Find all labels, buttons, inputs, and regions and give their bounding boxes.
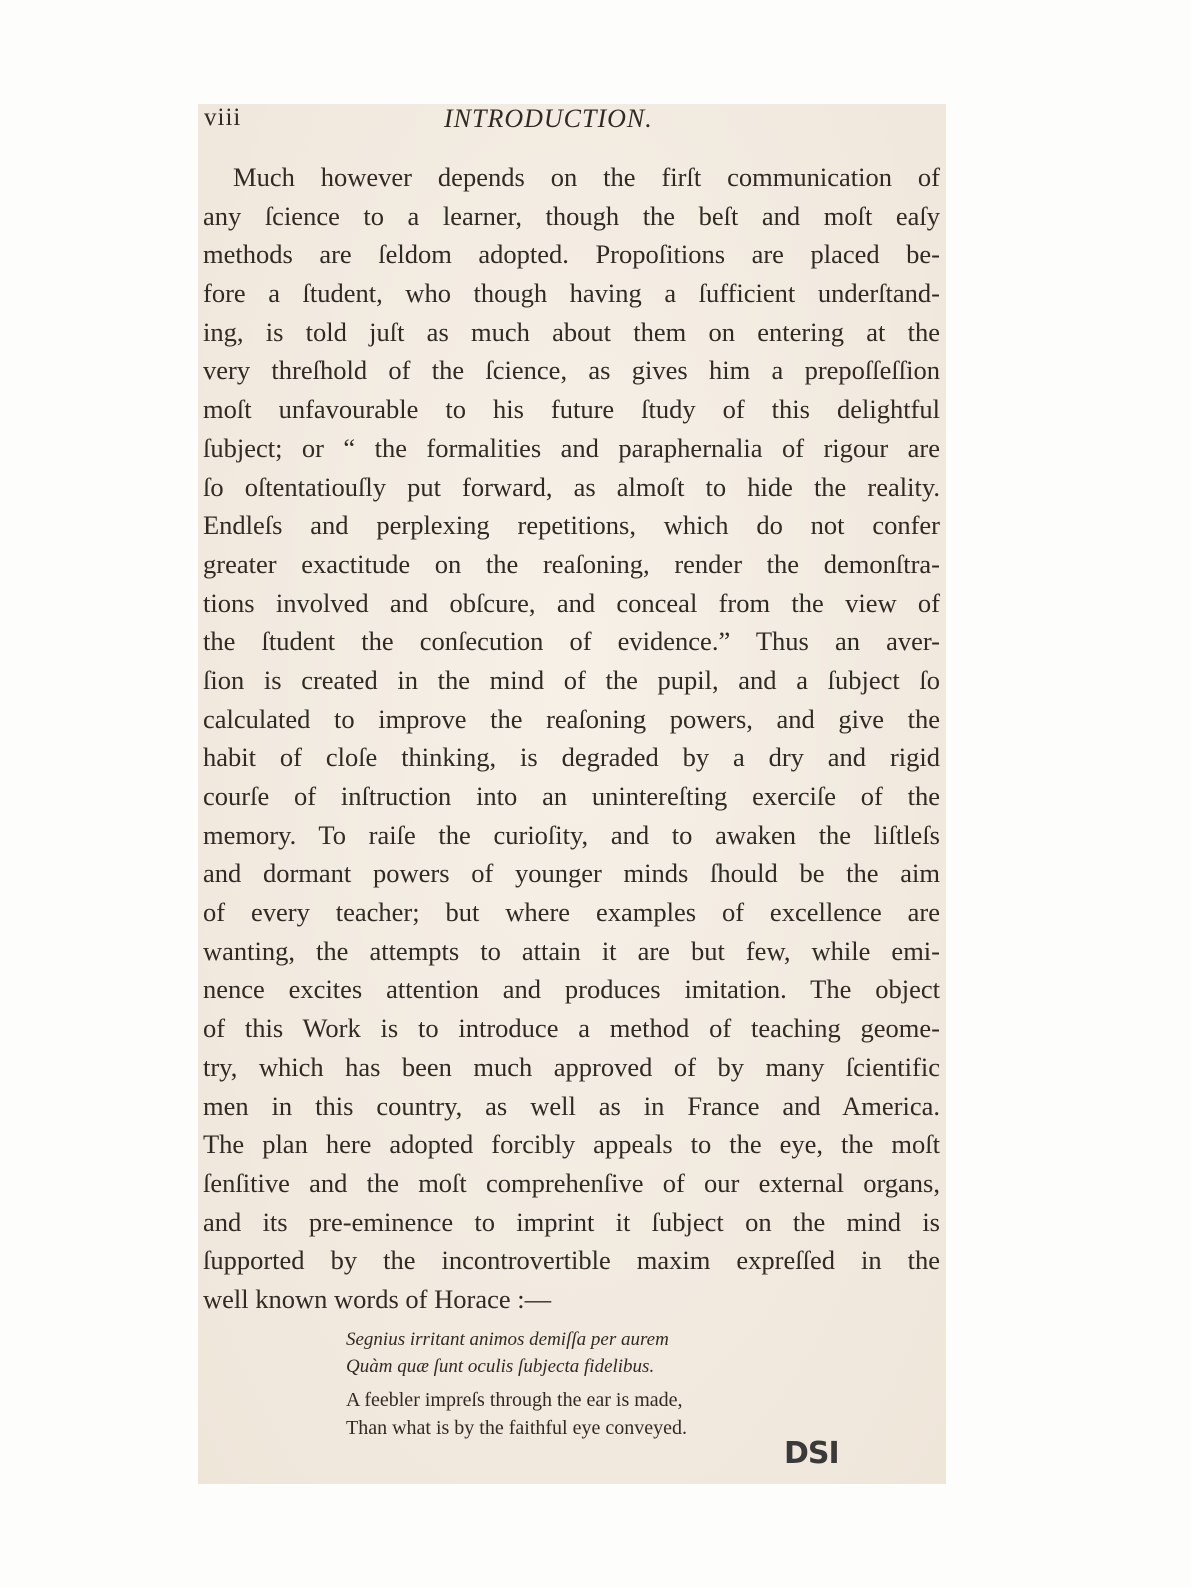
text-line: methods are ſeldom adopted. Propoſitions are placed be- [203,239,940,270]
text-line: memory. To raiſe the curioſity, and to awaken the liſtleſs [203,819,940,850]
text-line: try, which has been much approved of by many ſcientific [203,1051,940,1082]
english-verse-line: Than what is by the faithful eye conveyed. [346,1417,687,1439]
text-line: ing, is told juſt as much about them on entering at the [203,316,940,347]
text-line: nence excites attention and produces imitation. The object [203,974,940,1005]
text-line: fore a ſtudent, who though having a ſufficient underſtand- [203,278,940,309]
text-line: moſt unfavourable to his future ſtudy of this delightful [203,394,940,425]
text-line: ſo oſtentatiouſly put forward, as almoſt to hide the reality. [203,471,940,502]
text-line: of this Work is to introduce a method of teaching geome- [203,1013,940,1044]
horace-quotation [346,1326,816,1442]
text-line: The plan here adopted forcibly appeals to the eye, the moſt [203,1129,940,1160]
text-line: Endleſs and perplexing repetitions, which do not confer [203,510,940,541]
text-line: greater exactitude on the reaſoning, render the demonſtra- [203,548,940,579]
text-line: men in this country, as well as in France and America. [203,1090,940,1121]
text-line: courſe of inſtruction into an unintereſting exerciſe of the [203,781,940,811]
text-line: ſubject; or “ the formalities and paraphernalia of rigour are [203,432,940,463]
text-line: well known words of Horace :— [203,1283,552,1314]
text-line: wanting, the attempts to attain it are but few, while emi- [203,935,940,966]
text-line: ſenſitive and the moſt comprehenſive of our external organs, [203,1167,940,1198]
text-line: calculated to improve the reaſoning powers, and give the [203,703,940,734]
english-verse-line: A feebler impreſs through the ear is made, [346,1389,683,1411]
text-line: very threſhold of the ſcience, as gives him a prepoſſeſſion [203,355,940,386]
running-title: INTRODUCTION. [444,104,653,133]
text-line: and dormant powers of younger minds ſhould be the aim [203,858,940,889]
text-line: ſupported by the incontrovertible maxim expreſſed in the [203,1245,940,1276]
latin-verse-line: Quàm quæ ſunt oculis ſubjecta fidelibus. [346,1356,655,1377]
text-line: Much however depends on the firſt communication of [233,162,940,192]
text-line: the ſtudent the conſecution of evidence.” Thus an aver- [203,626,940,657]
text-line: any ſcience to a learner, though the beſt and moſt eaſy [203,200,940,231]
running-head [204,100,904,140]
body-paragraph [203,158,940,1319]
page-number: viii [204,104,242,131]
text-line: and its pre-eminence to imprint it ſubject on the mind is [203,1206,940,1237]
library-stamp: DSI [784,1436,839,1471]
text-line: tions involved and obſcure, and conceal from the view of [203,587,940,618]
text-line: ſion is created in the mind of the pupil, and a ſubject ſo [203,664,940,695]
text-line: of every teacher; but where examples of excellence are [203,897,940,928]
latin-verse-line: Segnius irritant animos demiſſa per aurem [346,1329,669,1350]
text-line: habit of cloſe thinking, is degraded by a dry and rigid [203,742,940,773]
